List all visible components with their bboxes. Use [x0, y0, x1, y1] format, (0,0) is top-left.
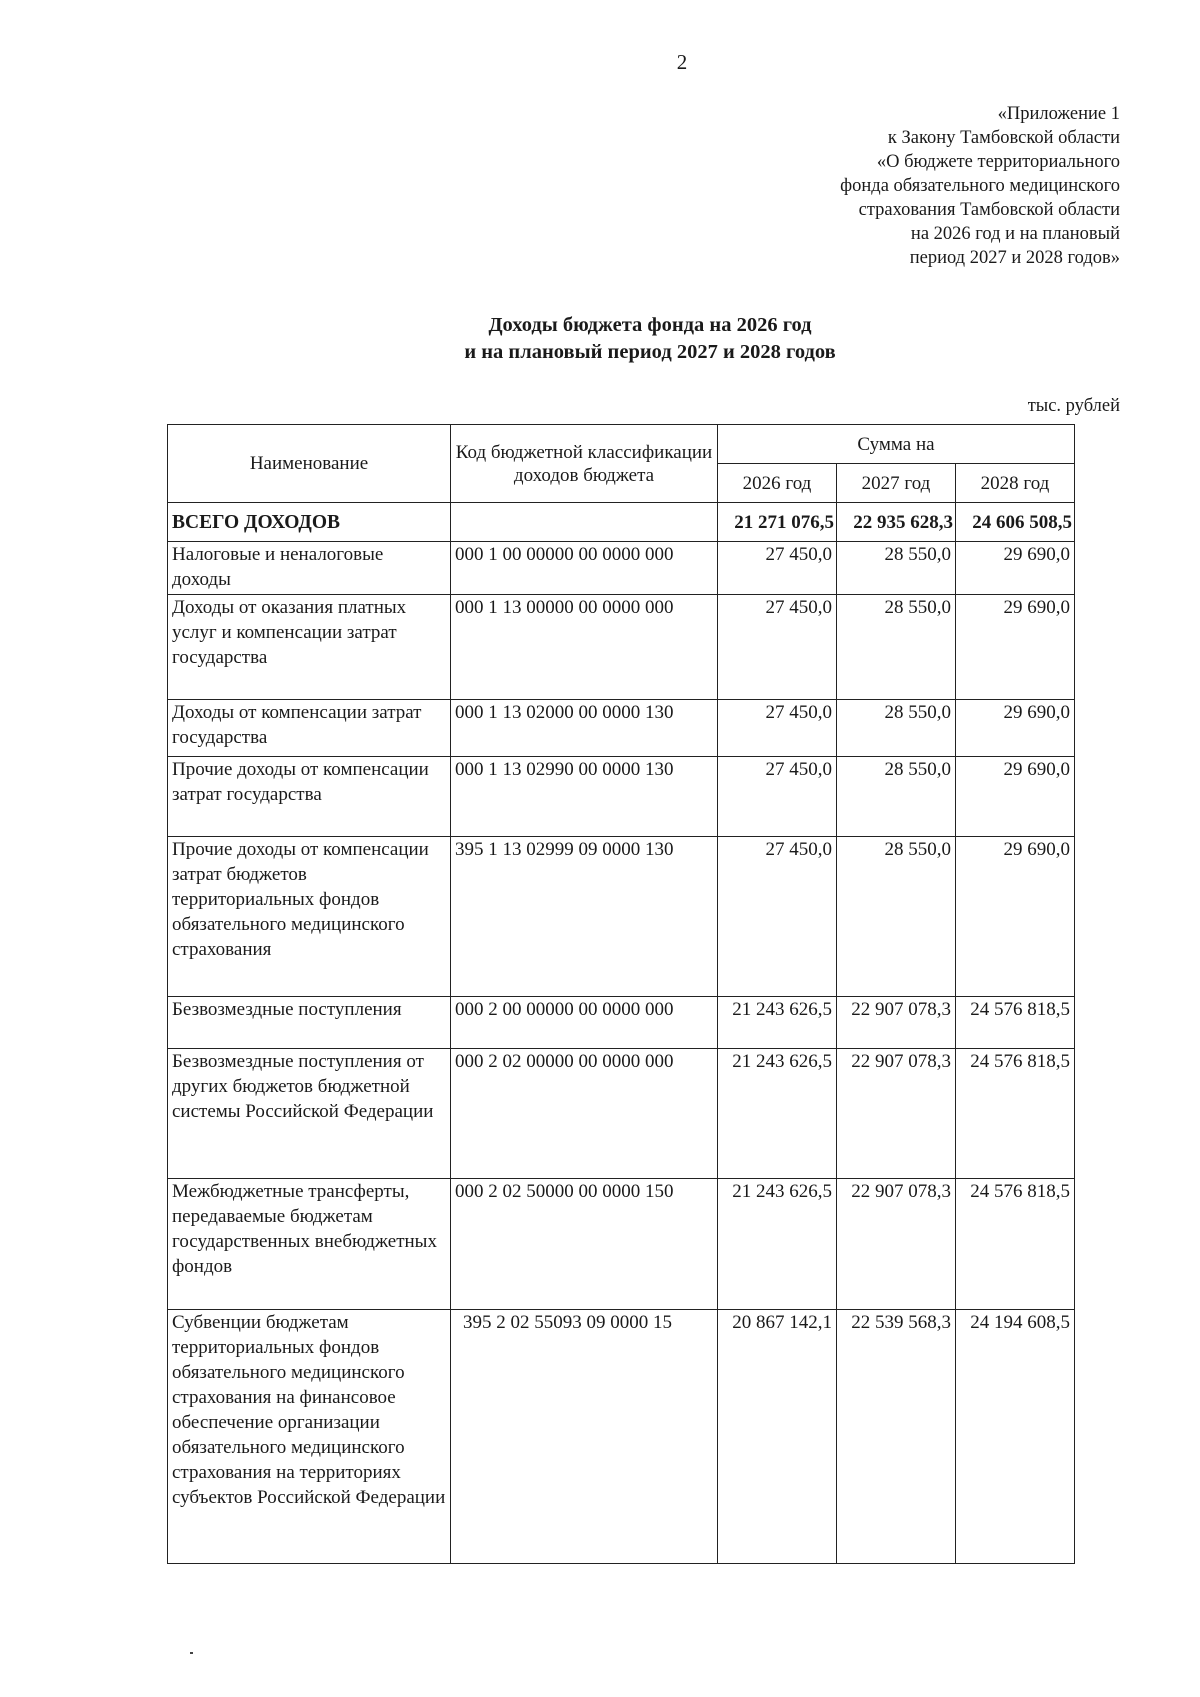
appendix-line: на 2026 год и на плановый [910, 224, 1120, 244]
appendix-line: период 2027 и 2028 годов» [909, 248, 1120, 268]
row-name: Доходы от оказания платных услуг и компенсации затрат государства [168, 595, 451, 700]
appendix-line: к Закону Тамбовской области [887, 128, 1120, 148]
row-code: 000 1 13 02000 00 0000 130 [451, 700, 718, 757]
total-2026: 21 271 076,5 [718, 503, 837, 542]
row-code: 000 1 00 00000 00 0000 000 [451, 542, 718, 595]
row-code: 000 2 00 00000 00 0000 000 [451, 997, 718, 1049]
appendix-line: «Приложение 1 [997, 104, 1120, 124]
table-row [168, 997, 1075, 1049]
table-row [168, 1049, 1075, 1179]
header-year-2028: 2028 год [956, 464, 1075, 503]
table-row [168, 595, 1075, 700]
table-row [168, 542, 1075, 595]
header-name: Наименование [168, 425, 451, 503]
table-row [168, 700, 1075, 757]
total-label: ВСЕГО ДОХОДОВ [168, 503, 451, 542]
total-2028: 24 606 508,5 [956, 503, 1075, 542]
scan-speck [190, 1652, 193, 1654]
row-code: 395 2 02 55093 09 0000 15 [451, 1310, 718, 1564]
row-name: Прочие доходы от компенсации затрат бюджетов территориальных фондов обязательного медицинского страхования [168, 837, 451, 997]
total-2027: 22 935 628,3 [837, 503, 956, 542]
row-value-2027: 22 907 078,3 [837, 1049, 956, 1179]
row-value-2027: 22 539 568,3 [837, 1310, 956, 1564]
document-title-line: Доходы бюджета фонда на 2026 год [488, 314, 812, 336]
row-value-2027: 28 550,0 [837, 595, 956, 700]
row-value-2026: 21 243 626,5 [718, 1049, 837, 1179]
row-value-2026: 27 450,0 [718, 757, 837, 837]
row-name: Прочие доходы от компенсации затрат государства [168, 757, 451, 837]
document-title [300, 312, 1000, 366]
row-value-2026: 27 450,0 [718, 595, 837, 700]
table-row [168, 837, 1075, 997]
row-value-2028: 29 690,0 [956, 700, 1075, 757]
total-row [168, 503, 1075, 542]
header-year-2026: 2026 год [718, 464, 837, 503]
table-header-row [168, 425, 1075, 464]
row-value-2026: 21 243 626,5 [718, 997, 837, 1049]
row-value-2028: 29 690,0 [956, 595, 1075, 700]
total-code [451, 503, 718, 542]
row-name: Безвозмездные поступления [168, 997, 451, 1049]
header-year-2027: 2027 год [837, 464, 956, 503]
table-row [168, 1310, 1075, 1564]
row-value-2027: 22 907 078,3 [837, 997, 956, 1049]
row-value-2027: 22 907 078,3 [837, 1179, 956, 1310]
row-value-2026: 27 450,0 [718, 700, 837, 757]
row-code: 395 1 13 02999 09 0000 130 [451, 837, 718, 997]
row-value-2027: 28 550,0 [837, 700, 956, 757]
row-name: Налоговые и неналоговые доходы [168, 542, 451, 595]
row-value-2028: 29 690,0 [956, 542, 1075, 595]
row-code: 000 1 13 00000 00 0000 000 [451, 595, 718, 700]
row-value-2028: 24 576 818,5 [956, 997, 1075, 1049]
row-value-2028: 29 690,0 [956, 837, 1075, 997]
row-name: Доходы от компенсации затрат государства [168, 700, 451, 757]
row-code: 000 2 02 00000 00 0000 000 [451, 1049, 718, 1179]
row-value-2026: 20 867 142,1 [718, 1310, 837, 1564]
document-title-line: и на плановый период 2027 и 2028 годов [464, 341, 836, 363]
row-value-2028: 24 194 608,5 [956, 1310, 1075, 1564]
row-value-2028: 29 690,0 [956, 757, 1075, 837]
page-number: 2 [676, 50, 688, 74]
appendix-line: страхования Тамбовской области [858, 200, 1120, 220]
header-code: Код бюджетной классификации доходов бюджета [451, 425, 718, 503]
row-name: Безвозмездные поступления от других бюджетов бюджетной системы Российской Федерации [168, 1049, 451, 1179]
row-code: 000 1 13 02990 00 0000 130 [451, 757, 718, 837]
appendix-line: «О бюджете территориального [876, 152, 1120, 172]
row-name: Субвенции бюджетам территориальных фондов обязательного медицинского страхования на финансовое обеспечение организации обязательного медицинского страхования на территориях субъектов Российской Федерации [168, 1310, 451, 1564]
unit-label: тыс. рублей [1027, 396, 1120, 416]
row-value-2027: 28 550,0 [837, 837, 956, 997]
row-value-2027: 28 550,0 [837, 542, 956, 595]
header-sum: Сумма на [718, 425, 1075, 464]
appendix-line: фонда обязательного медицинского [840, 176, 1120, 196]
row-value-2026: 21 243 626,5 [718, 1179, 837, 1310]
row-value-2026: 27 450,0 [718, 837, 837, 997]
row-value-2028: 24 576 818,5 [956, 1049, 1075, 1179]
row-value-2026: 27 450,0 [718, 542, 837, 595]
row-name: Межбюджетные трансферты, передаваемые бюджетам государственных внебюджетных фондов [168, 1179, 451, 1310]
row-value-2027: 28 550,0 [837, 757, 956, 837]
row-code: 000 2 02 50000 00 0000 150 [451, 1179, 718, 1310]
appendix-note [600, 102, 1120, 270]
table-row [168, 1179, 1075, 1310]
income-table [167, 424, 1075, 1564]
row-value-2028: 24 576 818,5 [956, 1179, 1075, 1310]
table-row [168, 757, 1075, 837]
